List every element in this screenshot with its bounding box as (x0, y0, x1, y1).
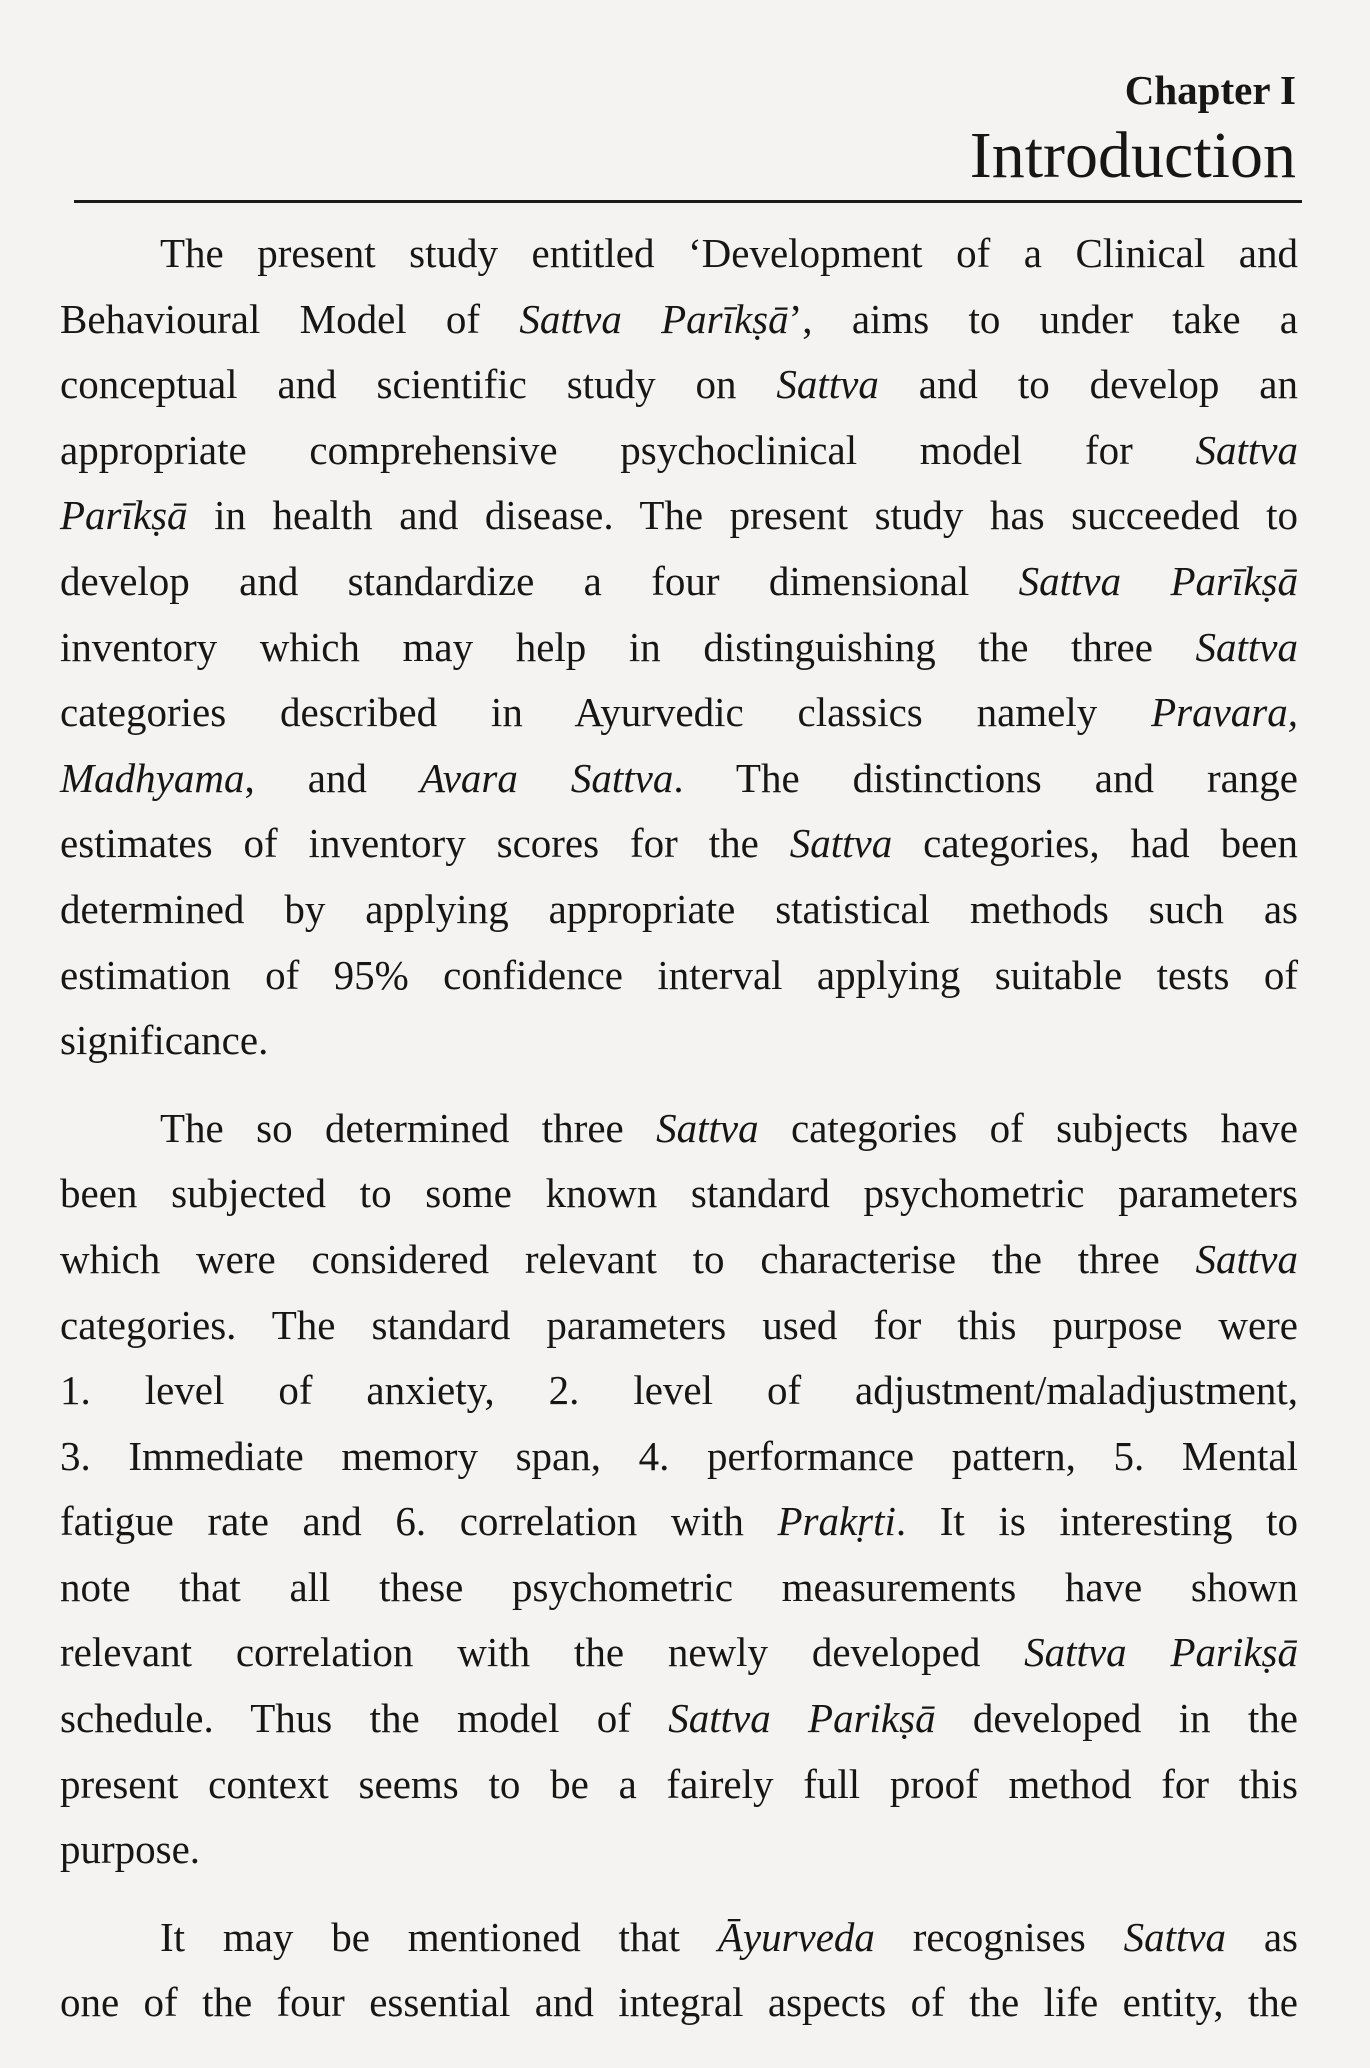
text-run: 1. level of anxiety, 2. level of adjustment/maladjustment, (60, 1367, 1298, 1414)
text-run: relevant correlation with the newly developed (60, 1629, 1025, 1676)
text-run: ’, aims to under take a (788, 295, 1299, 342)
text-run: determined by applying appropriate statistical methods such as (60, 885, 1298, 932)
body-text (60, 221, 1302, 2036)
text-run: note that all these psychometric measurements have shown (60, 1563, 1298, 1610)
chapter-label: Chapter I (1124, 67, 1296, 113)
text-line (60, 1620, 1298, 1686)
paragraph-gap (60, 1883, 1302, 1905)
text-line (60, 1096, 1298, 1162)
italic-term: Āyurveda (717, 1913, 875, 1960)
text-line (60, 680, 1298, 746)
text-line (60, 549, 1298, 615)
text-line (60, 1424, 1298, 1490)
text-line (60, 1227, 1298, 1293)
text-line (60, 1555, 1298, 1621)
chapter-title: Introduction (969, 119, 1296, 192)
text-line (60, 418, 1298, 484)
text-run: in health and disease. The present study has succeeded to (187, 492, 1298, 539)
text-line (60, 483, 1298, 549)
text-run: 3. Immediate memory span, 4. performance pattern, 5. Mental (60, 1432, 1298, 1479)
text-run: The so determined three (160, 1104, 657, 1151)
text-run: The present study entitled ‘Development of a Clinical and (160, 230, 1298, 276)
italic-term: Madhyama (60, 754, 245, 801)
text-run: Behavioural Model of (60, 295, 520, 342)
text-line (60, 1008, 1298, 1074)
italic-term: Sattva (1195, 623, 1298, 670)
italic-term: Sattva (1195, 426, 1298, 473)
italic-term: Parīkṣā (60, 492, 188, 539)
text-run: develop and standardize a four dimensional (60, 557, 1019, 604)
text-line (60, 1489, 1298, 1555)
text-line (60, 877, 1298, 943)
text-line (60, 1161, 1298, 1227)
italic-term: Pravara, (1151, 689, 1298, 736)
text-line (60, 1905, 1298, 1971)
text-run: It may be mentioned that (160, 1913, 718, 1960)
text-line (60, 352, 1298, 418)
text-line (60, 1970, 1298, 2036)
text-run: schedule. Thus the model of (60, 1695, 669, 1742)
text-line (60, 1686, 1298, 1752)
text-run: significance. (60, 1017, 269, 1064)
text-run: which were considered relevant to characterise the three (60, 1235, 1196, 1282)
text-line (60, 1752, 1298, 1818)
italic-term: Sattva Parīkṣā (1018, 557, 1298, 604)
italic-term: Sattva Parikṣā (1024, 1629, 1298, 1676)
text-run: inventory which may help in distinguishing the three (60, 623, 1196, 670)
header-rule (74, 200, 1302, 203)
text-line (60, 615, 1298, 681)
italic-term: Prakṛti (777, 1498, 896, 1545)
italic-term: Sattva (656, 1104, 759, 1151)
italic-term: Sattva (789, 820, 893, 867)
text-run: categories, had been (892, 820, 1298, 867)
italic-term: Sattva (1195, 1235, 1298, 1282)
text-run: and to develop an (878, 361, 1298, 408)
text-line (60, 811, 1298, 877)
text-line (60, 1293, 1298, 1359)
text-run: fatigue rate and 6. correlation with (60, 1498, 778, 1545)
text-run: , and (244, 754, 420, 801)
text-line (60, 943, 1298, 1009)
italic-term: Sattva Parīkṣā (519, 295, 789, 342)
italic-term: Sattva (1123, 1913, 1227, 1960)
text-run: purpose. (60, 1826, 201, 1873)
italic-term: Sattva Parikṣā (668, 1695, 936, 1742)
text-run: as (1226, 1913, 1298, 1960)
text-run: categories described in Ayurvedic classics namely (60, 689, 1152, 736)
text-run: recognises (874, 1913, 1124, 1960)
text-run: present context seems to be a fairely full proof method for this (60, 1760, 1298, 1807)
text-run: one of the four essential and integral aspects of the life entity, the (60, 1979, 1298, 2026)
text-line (60, 221, 1298, 287)
paragraph (60, 1905, 1298, 2036)
italic-term: Sattva (776, 361, 879, 408)
text-run: estimation of 95% confidence interval applying suitable tests of (60, 951, 1298, 998)
paragraph (60, 1096, 1298, 1883)
text-run: been subjected to some known standard psychometric parameters (60, 1170, 1298, 1217)
italic-term: Avara Sattva (419, 754, 674, 801)
text-line (60, 287, 1298, 353)
text-run: categories of subjects have (758, 1104, 1298, 1151)
text-line (60, 1817, 1298, 1883)
text-run: . The distinctions and range (673, 754, 1299, 801)
text-line (60, 1358, 1298, 1424)
text-run: estimates of inventory scores for the (60, 820, 790, 867)
text-run: conceptual and scientific study on (60, 361, 777, 408)
text-run: categories. The standard parameters used for this purpose were (60, 1301, 1298, 1348)
text-run: appropriate comprehensive psychoclinical model for (60, 426, 1196, 473)
text-run: . It is interesting to (895, 1498, 1298, 1545)
text-line (60, 746, 1298, 812)
text-run: developed in the (935, 1695, 1299, 1742)
paragraph-gap (60, 1074, 1302, 1096)
paragraph (60, 221, 1298, 1074)
